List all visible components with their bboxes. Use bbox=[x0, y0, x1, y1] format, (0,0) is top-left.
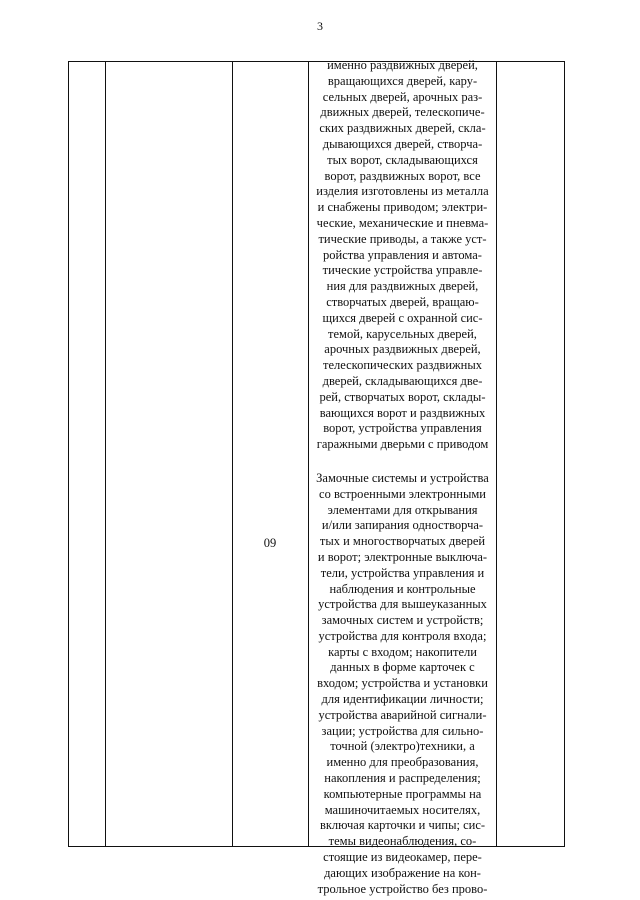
text-line: трольное устройство без прово- bbox=[317, 881, 488, 896]
text-line: машиночитаемых носителях, bbox=[324, 802, 481, 817]
text-line: элементами для открывания bbox=[327, 502, 478, 517]
text-line: тические устройства управле- bbox=[322, 263, 483, 278]
text-line: и снабжены приводом; электри- bbox=[317, 200, 488, 215]
text-line: ния для раздвижных дверей, bbox=[326, 279, 479, 294]
text-line: стоящие из видеокамер, пере- bbox=[323, 850, 482, 865]
text-line: арочных раздвижных дверей, bbox=[324, 342, 481, 357]
text-line: створчатых дверей, вращаю- bbox=[326, 294, 479, 309]
text-line: со встроенными электронными bbox=[319, 486, 486, 501]
text-line: накопления и распределения; bbox=[324, 771, 481, 786]
text-line: дающих изображение на кон- bbox=[324, 865, 481, 880]
text-line: именно раздвижных дверей, bbox=[327, 58, 478, 72]
text-line: ройства управления и автома- bbox=[323, 247, 482, 262]
text-line: тых ворот, складывающихся bbox=[327, 152, 478, 167]
goods-table bbox=[68, 58, 565, 896]
text-line: движных дверей, телескопиче- bbox=[320, 105, 485, 120]
text-line: тых и многостворчатых дверей bbox=[319, 534, 486, 549]
text-line: темы видеонаблюдения, со- bbox=[328, 834, 477, 849]
class-code-cell: 09 bbox=[263, 536, 277, 550]
text-line: точной (электро)техники, а bbox=[330, 739, 475, 754]
text-line: входом; устройства и установки bbox=[317, 676, 488, 691]
text-line: для идентификации личности; bbox=[321, 692, 484, 707]
text-line: изделия изготовлены из металла bbox=[316, 184, 489, 199]
text-line: замочных систем и устройств; bbox=[321, 613, 484, 628]
column-divider bbox=[496, 62, 497, 846]
text-line: ворот, раздвижных ворот, все bbox=[324, 168, 481, 183]
text-line: устройства для вышеуказанных bbox=[318, 597, 487, 612]
text-line: дверей, складывающихся две- bbox=[322, 373, 483, 388]
text-line: темой, карусельных дверей, bbox=[328, 326, 477, 341]
text-line: вращающихся дверей, кару- bbox=[327, 73, 478, 88]
text-line: щихся дверей с охранной сис- bbox=[322, 310, 483, 325]
text-line: ческие, механические и пневма- bbox=[316, 215, 489, 230]
text-line: устройства аварийной сигнали- bbox=[318, 707, 487, 722]
text-line: наблюдения и контрольные bbox=[329, 581, 476, 596]
text-line: ских раздвижных дверей, скла- bbox=[319, 121, 486, 136]
text-line: именно для преобразования, bbox=[326, 755, 479, 770]
text-line: телескопических раздвижных bbox=[323, 358, 482, 373]
page-number: 3 bbox=[317, 19, 323, 33]
text-line: тические приводы, а также уст- bbox=[318, 231, 487, 246]
text-line: устройства для контроля входа; bbox=[318, 628, 487, 643]
goods-paragraph-1 bbox=[309, 58, 496, 453]
text-line: рей, створчатых ворот, склады- bbox=[319, 389, 486, 404]
text-line: данных в форме карточек с bbox=[330, 660, 475, 675]
text-line: тели, устройства управления и bbox=[320, 565, 485, 580]
text-line: и ворот; электронные выключа- bbox=[317, 549, 488, 564]
text-line: ворот, устройства управления bbox=[323, 421, 482, 436]
text-line: дывающихся дверей, створча- bbox=[322, 136, 483, 151]
text-line: вающихся ворот и раздвижных bbox=[319, 405, 486, 420]
text-line: компьютерные программы на bbox=[323, 786, 482, 801]
goods-paragraph-2 bbox=[309, 471, 496, 898]
text-line: и/или запирания одностворча- bbox=[321, 518, 484, 533]
text-line: включая карточки и чипы; сис- bbox=[319, 818, 486, 833]
text-line: карты с входом; накопители bbox=[328, 644, 477, 659]
text-line: гаражными дверьми с приводом bbox=[316, 437, 489, 452]
column-divider bbox=[105, 62, 106, 846]
text-line: сельных дверей, арочных раз- bbox=[322, 89, 483, 104]
text-line: Замочные системы и устройства bbox=[316, 470, 489, 485]
goods-description-cell bbox=[309, 58, 496, 897]
column-divider bbox=[232, 62, 233, 846]
text-line: зации; устройства для сильно- bbox=[321, 723, 484, 738]
